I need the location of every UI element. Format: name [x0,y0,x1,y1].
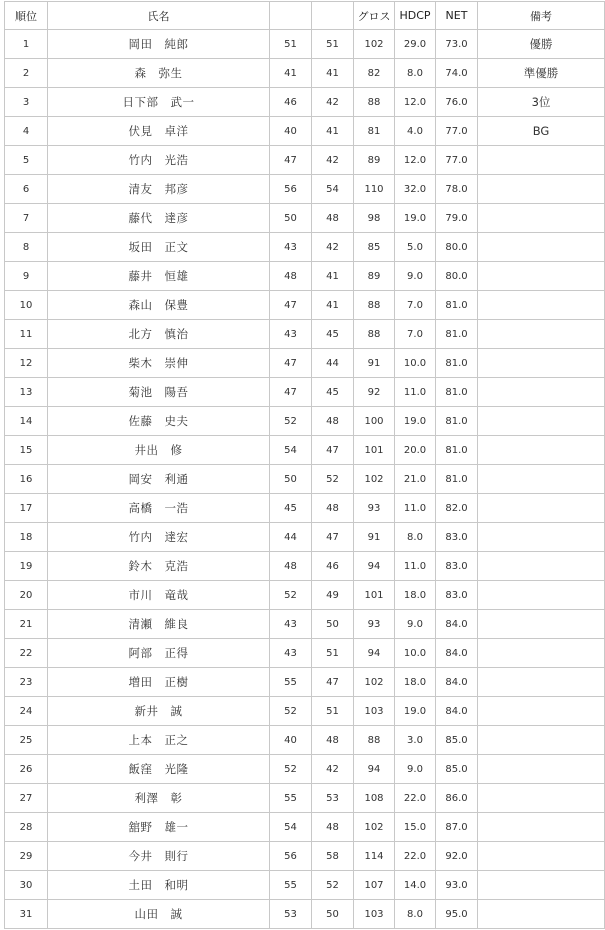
cell-name: 森山 保豊 [48,291,270,320]
cell-out: 56 [270,842,312,871]
cell-rank: 16 [5,465,48,494]
cell-name: 利澤 彰 [48,784,270,813]
cell-rank: 30 [5,871,48,900]
cell-hdcp: 22.0 [395,842,436,871]
table-row [5,262,605,291]
cell-net: 81.0 [436,349,478,378]
cell-name: 土田 和明 [48,871,270,900]
cell-note: 準優勝 [478,59,605,88]
cell-rank: 24 [5,697,48,726]
cell-net: 73.0 [436,30,478,59]
cell-rank: 31 [5,900,48,929]
cell-gross: 94 [354,639,395,668]
header-gross: グロス [354,2,395,30]
cell-gross: 100 [354,407,395,436]
cell-net: 81.0 [436,320,478,349]
cell-rank: 28 [5,813,48,842]
cell-hdcp: 11.0 [395,378,436,407]
cell-rank: 6 [5,175,48,204]
cell-hdcp: 10.0 [395,349,436,378]
cell-hdcp: 15.0 [395,813,436,842]
cell-out: 52 [270,755,312,784]
cell-net: 84.0 [436,668,478,697]
cell-gross: 91 [354,349,395,378]
cell-hdcp: 12.0 [395,88,436,117]
cell-gross: 114 [354,842,395,871]
cell-note [478,552,605,581]
cell-in: 42 [312,146,354,175]
cell-gross: 89 [354,262,395,291]
table-row [5,552,605,581]
cell-out: 54 [270,813,312,842]
cell-gross: 102 [354,813,395,842]
table-row [5,378,605,407]
cell-net: 80.0 [436,262,478,291]
cell-in: 44 [312,349,354,378]
cell-in: 51 [312,30,354,59]
cell-gross: 88 [354,320,395,349]
cell-out: 48 [270,262,312,291]
cell-out: 47 [270,291,312,320]
cell-name: 日下部 武一 [48,88,270,117]
table-row [5,581,605,610]
cell-note [478,784,605,813]
cell-net: 95.0 [436,900,478,929]
cell-gross: 98 [354,204,395,233]
cell-in: 49 [312,581,354,610]
cell-rank: 14 [5,407,48,436]
cell-gross: 107 [354,871,395,900]
cell-rank: 12 [5,349,48,378]
cell-in: 51 [312,639,354,668]
cell-out: 52 [270,697,312,726]
cell-note [478,697,605,726]
cell-note [478,233,605,262]
cell-gross: 101 [354,581,395,610]
cell-net: 83.0 [436,552,478,581]
table-row [5,233,605,262]
cell-name: 竹内 光浩 [48,146,270,175]
cell-note [478,842,605,871]
cell-in: 48 [312,726,354,755]
cell-name: 飯窪 光隆 [48,755,270,784]
cell-note [478,320,605,349]
cell-hdcp: 20.0 [395,436,436,465]
cell-name: 北方 慎治 [48,320,270,349]
cell-name: 井出 修 [48,436,270,465]
table-row [5,30,605,59]
table-body [5,30,605,929]
cell-in: 47 [312,436,354,465]
cell-net: 78.0 [436,175,478,204]
cell-hdcp: 19.0 [395,697,436,726]
cell-net: 85.0 [436,726,478,755]
table-row [5,697,605,726]
cell-hdcp: 11.0 [395,552,436,581]
header-note: 備考 [478,2,605,30]
cell-note [478,407,605,436]
cell-hdcp: 3.0 [395,726,436,755]
cell-net: 76.0 [436,88,478,117]
cell-in: 45 [312,320,354,349]
cell-out: 45 [270,494,312,523]
cell-gross: 101 [354,436,395,465]
table-row [5,349,605,378]
cell-in: 54 [312,175,354,204]
cell-note: BG [478,117,605,146]
cell-out: 53 [270,900,312,929]
cell-gross: 82 [354,59,395,88]
cell-rank: 29 [5,842,48,871]
cell-note [478,262,605,291]
cell-rank: 25 [5,726,48,755]
cell-note [478,465,605,494]
cell-in: 52 [312,465,354,494]
cell-hdcp: 14.0 [395,871,436,900]
cell-gross: 81 [354,117,395,146]
cell-hdcp: 19.0 [395,407,436,436]
cell-out: 52 [270,581,312,610]
cell-name: 坂田 正文 [48,233,270,262]
cell-out: 50 [270,465,312,494]
cell-note: 3位 [478,88,605,117]
table-row [5,755,605,784]
cell-rank: 27 [5,784,48,813]
cell-hdcp: 9.0 [395,262,436,291]
cell-out: 50 [270,204,312,233]
cell-note [478,755,605,784]
cell-hdcp: 7.0 [395,320,436,349]
cell-in: 47 [312,523,354,552]
cell-out: 40 [270,726,312,755]
cell-hdcp: 12.0 [395,146,436,175]
cell-in: 58 [312,842,354,871]
cell-out: 47 [270,146,312,175]
cell-gross: 88 [354,726,395,755]
cell-note [478,494,605,523]
cell-name: 今井 則行 [48,842,270,871]
cell-out: 41 [270,59,312,88]
cell-out: 43 [270,233,312,262]
cell-name: 清友 邦彦 [48,175,270,204]
cell-net: 82.0 [436,494,478,523]
cell-net: 79.0 [436,204,478,233]
table-row [5,88,605,117]
cell-rank: 2 [5,59,48,88]
table-row [5,407,605,436]
cell-name: 市川 竜哉 [48,581,270,610]
cell-net: 84.0 [436,639,478,668]
cell-out: 52 [270,407,312,436]
cell-net: 83.0 [436,581,478,610]
cell-gross: 103 [354,900,395,929]
cell-gross: 102 [354,30,395,59]
table-row [5,871,605,900]
table-row [5,494,605,523]
cell-net: 92.0 [436,842,478,871]
table-row [5,204,605,233]
cell-hdcp: 7.0 [395,291,436,320]
cell-name: 藤井 恒雄 [48,262,270,291]
cell-net: 81.0 [436,465,478,494]
cell-name: 岡田 純郎 [48,30,270,59]
table-row [5,813,605,842]
cell-gross: 102 [354,465,395,494]
cell-out: 43 [270,320,312,349]
cell-in: 41 [312,59,354,88]
cell-name: 山田 誠 [48,900,270,929]
cell-net: 74.0 [436,59,478,88]
results-table [4,1,605,929]
cell-hdcp: 21.0 [395,465,436,494]
cell-in: 48 [312,204,354,233]
cell-net: 77.0 [436,146,478,175]
cell-note [478,639,605,668]
cell-hdcp: 9.0 [395,610,436,639]
cell-gross: 108 [354,784,395,813]
cell-net: 86.0 [436,784,478,813]
cell-net: 81.0 [436,436,478,465]
cell-net: 85.0 [436,755,478,784]
cell-gross: 88 [354,291,395,320]
table-row [5,726,605,755]
cell-name: 阿部 正得 [48,639,270,668]
cell-net: 87.0 [436,813,478,842]
cell-in: 52 [312,871,354,900]
cell-name: 増田 正樹 [48,668,270,697]
header-row [5,2,605,30]
table-row [5,465,605,494]
cell-note [478,581,605,610]
cell-gross: 91 [354,523,395,552]
cell-rank: 11 [5,320,48,349]
table-row [5,175,605,204]
cell-hdcp: 10.0 [395,639,436,668]
table-row [5,436,605,465]
cell-name: 高橋 一浩 [48,494,270,523]
cell-name: 清瀬 維良 [48,610,270,639]
cell-gross: 93 [354,494,395,523]
cell-out: 55 [270,784,312,813]
cell-rank: 9 [5,262,48,291]
cell-note [478,726,605,755]
table-row [5,900,605,929]
cell-gross: 89 [354,146,395,175]
cell-note: 優勝 [478,30,605,59]
cell-out: 55 [270,668,312,697]
cell-name: 鈴木 克浩 [48,552,270,581]
cell-out: 40 [270,117,312,146]
cell-net: 84.0 [436,610,478,639]
cell-out: 51 [270,30,312,59]
cell-name: 森 弥生 [48,59,270,88]
cell-gross: 110 [354,175,395,204]
cell-note [478,900,605,929]
cell-gross: 85 [354,233,395,262]
cell-out: 46 [270,88,312,117]
cell-net: 81.0 [436,291,478,320]
cell-gross: 88 [354,88,395,117]
cell-out: 54 [270,436,312,465]
cell-rank: 13 [5,378,48,407]
cell-hdcp: 29.0 [395,30,436,59]
table-row [5,523,605,552]
header-out [270,2,312,30]
table-row [5,291,605,320]
header-in [312,2,354,30]
cell-gross: 102 [354,668,395,697]
cell-note [478,436,605,465]
cell-name: 柴木 崇伸 [48,349,270,378]
cell-name: 竹内 達宏 [48,523,270,552]
table-row [5,784,605,813]
cell-gross: 94 [354,552,395,581]
cell-net: 77.0 [436,117,478,146]
cell-rank: 23 [5,668,48,697]
table-row [5,668,605,697]
cell-rank: 20 [5,581,48,610]
table-header [5,2,605,30]
cell-in: 46 [312,552,354,581]
cell-in: 51 [312,697,354,726]
cell-hdcp: 18.0 [395,581,436,610]
cell-name: 伏見 卓洋 [48,117,270,146]
cell-rank: 17 [5,494,48,523]
cell-net: 93.0 [436,871,478,900]
cell-in: 42 [312,88,354,117]
cell-in: 48 [312,494,354,523]
cell-out: 43 [270,610,312,639]
cell-out: 43 [270,639,312,668]
cell-in: 48 [312,813,354,842]
cell-net: 81.0 [436,407,478,436]
cell-rank: 5 [5,146,48,175]
cell-out: 47 [270,349,312,378]
cell-net: 84.0 [436,697,478,726]
cell-hdcp: 4.0 [395,117,436,146]
cell-in: 47 [312,668,354,697]
cell-rank: 18 [5,523,48,552]
cell-rank: 3 [5,88,48,117]
cell-note [478,146,605,175]
cell-in: 42 [312,755,354,784]
cell-rank: 19 [5,552,48,581]
cell-rank: 21 [5,610,48,639]
cell-gross: 94 [354,755,395,784]
cell-note [478,291,605,320]
cell-rank: 15 [5,436,48,465]
cell-gross: 103 [354,697,395,726]
cell-note [478,813,605,842]
cell-note [478,871,605,900]
cell-name: 上本 正之 [48,726,270,755]
cell-rank: 10 [5,291,48,320]
cell-hdcp: 11.0 [395,494,436,523]
cell-in: 42 [312,233,354,262]
cell-out: 44 [270,523,312,552]
cell-net: 81.0 [436,378,478,407]
cell-in: 50 [312,610,354,639]
cell-in: 45 [312,378,354,407]
cell-name: 藤代 達彦 [48,204,270,233]
cell-note [478,523,605,552]
table-row [5,320,605,349]
cell-hdcp: 8.0 [395,59,436,88]
table-row [5,117,605,146]
cell-rank: 26 [5,755,48,784]
header-rank: 順位 [5,2,48,30]
table-row [5,610,605,639]
cell-net: 80.0 [436,233,478,262]
cell-in: 41 [312,262,354,291]
cell-hdcp: 8.0 [395,900,436,929]
table-row [5,146,605,175]
cell-name: 岡安 利通 [48,465,270,494]
cell-note [478,668,605,697]
cell-gross: 93 [354,610,395,639]
cell-note [478,610,605,639]
cell-note [478,175,605,204]
cell-note [478,204,605,233]
cell-note [478,349,605,378]
cell-hdcp: 22.0 [395,784,436,813]
cell-rank: 22 [5,639,48,668]
cell-rank: 8 [5,233,48,262]
cell-hdcp: 8.0 [395,523,436,552]
cell-out: 47 [270,378,312,407]
cell-out: 56 [270,175,312,204]
cell-in: 50 [312,900,354,929]
cell-in: 41 [312,291,354,320]
cell-gross: 92 [354,378,395,407]
cell-net: 83.0 [436,523,478,552]
header-name: 氏名 [48,2,270,30]
table-row [5,639,605,668]
cell-hdcp: 18.0 [395,668,436,697]
cell-rank: 7 [5,204,48,233]
cell-name: 佐藤 史夫 [48,407,270,436]
cell-rank: 4 [5,117,48,146]
cell-note [478,378,605,407]
cell-hdcp: 9.0 [395,755,436,784]
cell-in: 53 [312,784,354,813]
cell-name: 新井 誠 [48,697,270,726]
header-hdcp: HDCP [395,2,436,30]
table-row [5,59,605,88]
cell-out: 48 [270,552,312,581]
cell-name: 舘野 雄一 [48,813,270,842]
cell-in: 48 [312,407,354,436]
cell-hdcp: 19.0 [395,204,436,233]
cell-hdcp: 5.0 [395,233,436,262]
table-row [5,842,605,871]
cell-rank: 1 [5,30,48,59]
cell-hdcp: 32.0 [395,175,436,204]
cell-in: 41 [312,117,354,146]
cell-name: 菊池 陽吾 [48,378,270,407]
header-net: NET [436,2,478,30]
cell-out: 55 [270,871,312,900]
